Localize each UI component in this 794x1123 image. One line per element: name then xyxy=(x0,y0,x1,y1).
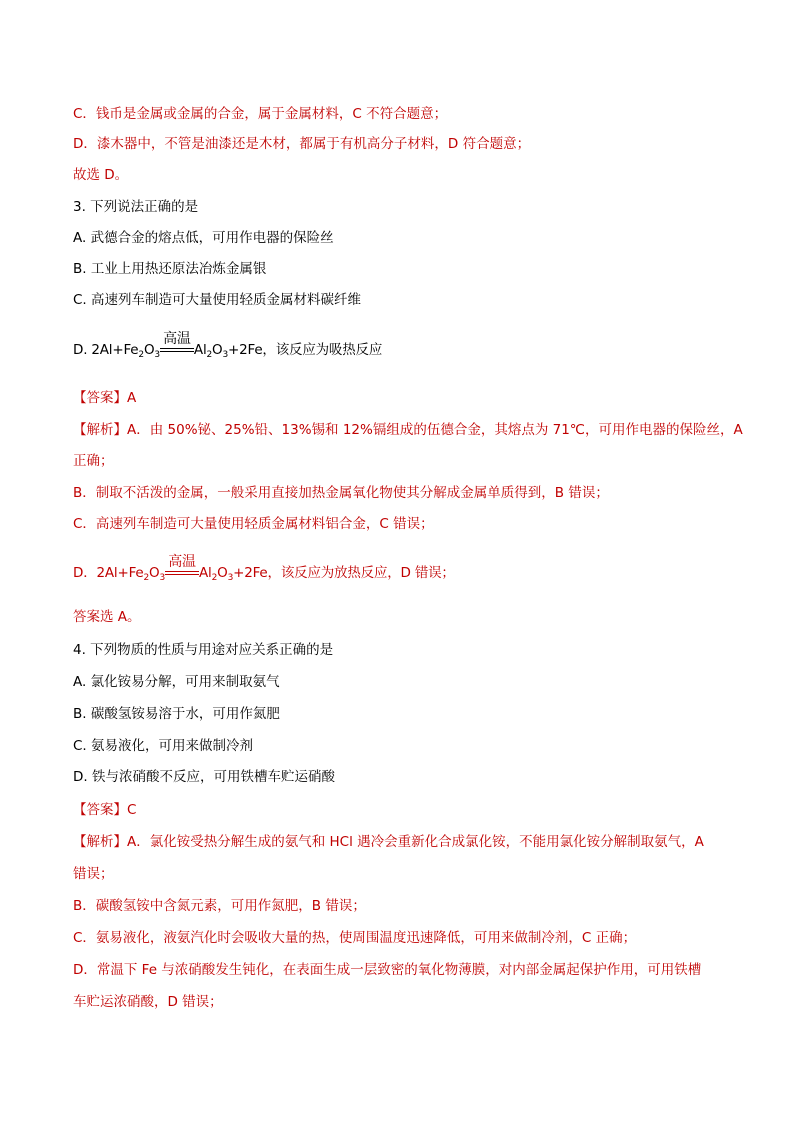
question-4-explanation-a-cont: 错误； xyxy=(73,866,114,882)
question-4-explanation-c: C．氨易液化，液氨汽化时会吸收大量的热，使周围温度迅速降低，可用来做制冷剂，C 正确； xyxy=(73,930,637,946)
question-3-option-c: C. 高速列车制造可大量使用轻质金属材料碳纤维 xyxy=(73,292,362,308)
question-3-explanation-b: B．制取不活泼的金属，一般采用直接加热金属氧化物使其分解成金属单质得到，B 错误； xyxy=(73,485,609,501)
question-3-answer: 【答案】A xyxy=(73,390,137,406)
equation-reactants: D. 2Al+Fe xyxy=(73,342,139,358)
question-3-conclusion: 答案选 A。 xyxy=(73,609,141,625)
equation-reactants: D．2Al+Fe xyxy=(73,565,144,581)
reaction-condition xyxy=(165,554,199,583)
condition-label: 高温 xyxy=(163,331,191,347)
reaction-condition xyxy=(160,331,194,360)
question-4-answer: 【答案】C xyxy=(73,802,137,818)
equation-tail: +2Fe，该反应为放热反应，D 错误； xyxy=(233,565,455,581)
question-4-explanation-d-cont: 车贮运浓硝酸，D 错误； xyxy=(73,994,223,1010)
question-3-explanation-a-cont: 正确； xyxy=(73,453,114,469)
question-3-option-b: B. 工业上用热还原法冶炼金属银 xyxy=(73,261,267,277)
question-4-explanation-b: B．碳酸氢铵中含氮元素，可用作氮肥，B 错误； xyxy=(73,898,366,914)
explanation-line-c: C．钱币是金属或金属的合金，属于金属材料，C 不符合题意； xyxy=(73,106,448,122)
equation-tail: +2Fe，该反应为吸热反应 xyxy=(228,342,383,358)
question-4-option-c: C. 氨易液化，可用来做制冷剂 xyxy=(73,738,254,754)
question-3-option-d: D. $2Al+Fe_2O_3$ 高温 $Al_2O_3+2Fe$，该反应为吸热反应 xyxy=(73,331,383,360)
question-3-stem: 3. 下列说法正确的是 xyxy=(73,199,199,215)
question-3-explanation-a: 【解析】A．由 50%铋、25%铅、13%锡和 12%镉组成的伍德合金，其熔点为 71℃，可用作电器的保险丝，A xyxy=(73,422,743,438)
question-3-option-a: A. 武德合金的熔点低，可用作电器的保险丝 xyxy=(73,230,334,246)
question-4-option-b: B. 碳酸氢铵易溶于水，可用作氮肥 xyxy=(73,706,280,722)
question-4-explanation-a: 【解析】A．氯化铵受热分解生成的氨气和 HCl 遇冷会重新化合成氯化铵，不能用氯化铵分解制取氨气，A xyxy=(73,834,704,850)
explanation-conclusion: 故选 D。 xyxy=(73,167,129,183)
explanation-line-d: D．漆木器中，不管是油漆还是木材，都属于有机高分子材料，D 符合题意； xyxy=(73,136,531,152)
question-4-option-d: D. 铁与浓硝酸不反应，可用铁槽车贮运硝酸 xyxy=(73,769,335,785)
question-3-explanation-c: C．高速列车制造可大量使用轻质金属材料铝合金，C 错误； xyxy=(73,516,434,532)
question-4-stem: 4. 下列物质的性质与用途对应关系正确的是 xyxy=(73,642,334,658)
condition-label: 高温 xyxy=(168,554,196,570)
question-4-option-a: A. 氯化铵易分解，可用来制取氨气 xyxy=(73,674,280,690)
question-3-explanation-d: D．$2Al+Fe_2O_3$ 高温 $Al_2O_3+2Fe$，该反应为放热反应，D 错误； xyxy=(73,554,455,583)
question-4-explanation-d: D．常温下 Fe 与浓硝酸发生钝化，在表面生成一层致密的氧化物薄膜，对内部金属起保护作用，可用铁槽 xyxy=(73,962,702,978)
